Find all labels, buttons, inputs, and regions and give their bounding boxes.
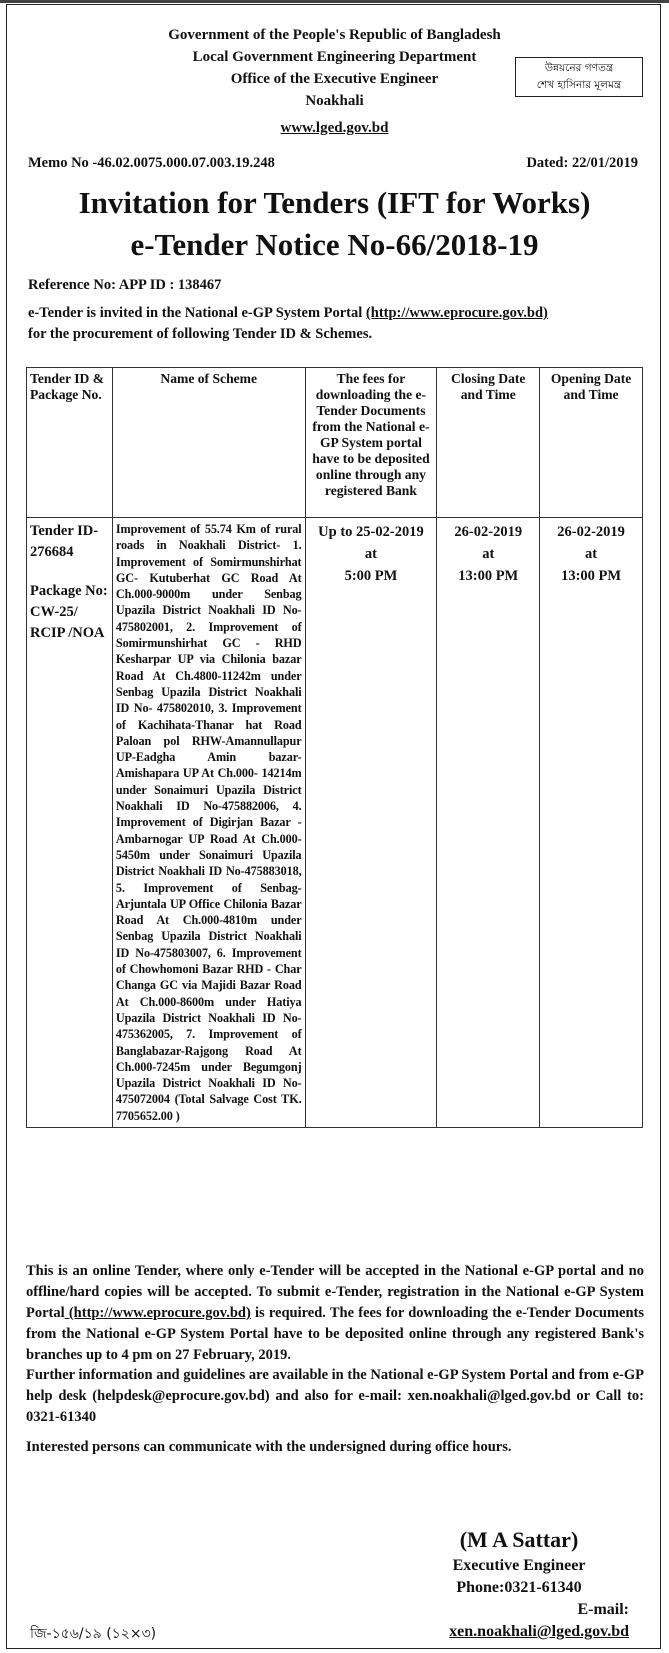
slogan-line-2: শেখ হাসিনার মূলমন্ত্র [536,79,622,91]
fee-deadline-cell [305,518,437,1128]
opening-cell [540,518,643,1128]
header-fees: The fees for downloading the e-Tender Documents from the National e-GP System portal have to be deposited online through any registered Bank [305,368,437,518]
scheme-cell: Improvement of 55.74 Km of rural roads in Noakhali District- 1. Improvement of Somirmunshirhat GC- Kutuberhat GC Road At Ch.000-9000m under Senbag Upazila District Noakhali ID No-475802001, 2. Improvement of Somirmunshirhat GC - RHD Kesharpar UP via Chilonia bazar Road At Ch.4800-11242m under Senbag Upazila District Noakhali ID No- 475802010, 3. Improvement of Kachihata-Thanar hat Road Paloan pol RHW-Amannullapur UP-Eadgha Amin bazar-Amishapara UP At Ch.000- 14214m under Sonaimuri Upazila District Noakhali ID No-475882006, 4. Improvement of Digirjan Bazar - Ambarnogar UP Road At Ch.000-5450m under Sonaimuri Upazila District Noakhali ID No-475883018, 5. Improvement of Senbag- Arjuntala UP Office Chilonia Bazar Road At Ch.000-4810m under Senbag Upazila District Noakhali ID No-475803007, 6. Improvement of Chowhomoni Bazar RHD - Char Changa GC via Majidi Bazar Road At Ch.000-8600m under Hatiya Upazila District Noakhali ID No- 475362005, 7. Improvement of Banglabazar-Rajgong Road At Ch.000-7245m under Begumgonj Upazila District Noakhali ID No-475072004 (Total Salvage Cost TK. 7705652.00 ) [112,518,305,1128]
signatory-phone: Phone:0321-61340 [456,1579,582,1596]
opening-time: 13:00 PM [561,568,622,584]
online-tender-paragraph [26,1261,644,1366]
header-opening: Opening Date and Time [540,368,643,518]
notice-subtitle: e-Tender Notice No-66/2018-19 [130,227,539,262]
top-border-line [0,0,669,3]
fee-date: Up to 25-02-2019 [318,524,424,540]
further-info-paragraph: Further information and guidelines are available in the National e-GP System Portal and from e-GP help desk (helpdesk@eprocure.gov.bd) and also for e-mail: xen.noakhali@lged.gov.bd or Call to: 0321-61340 [26,1367,644,1425]
eprocure-link-2[interactable]: (http://www.eprocure.gov.bd) [64,1305,251,1321]
header-closing: Closing Date and Time [437,368,540,518]
closing-time: 13:00 PM [458,568,519,584]
package-number: CW-25/ RCIP /NOA [30,604,105,641]
department-name: Local Government Engineering Department [192,49,477,65]
memo-date: Dated: 22/01/2019 [526,155,638,171]
tender-id-cell [27,518,113,1128]
paragraph1-text-1: This is an online Tender, where only e-Tender will be accepted in the National e-GP portal and no offline/hard copies will be accepted. To submit e-Tender, registration in the National e-GP System Portal [26,1263,644,1321]
office-name: Office of the Executive Engineer [230,71,439,87]
intro-text-2: for the procurement of following Tender ID & Schemes. [28,326,373,342]
closing-date: 26-02-2019 [454,524,523,540]
signatory-name: (M A Sattar) [459,1527,579,1552]
publication-code: জি-১৫৬/১৯ (১২×৩) [30,1626,157,1642]
memo-row [28,155,638,172]
opening-at: at [585,546,598,562]
fee-time: 5:00 PM [344,568,398,584]
email-link[interactable]: xen.noakhali@lged.gov.bd [449,1623,629,1640]
slogan-line-1: উন্নয়নের গণতন্ত্র [544,62,614,74]
signature-block [409,1525,629,1643]
paragraph1-text-2: is required. The fees for downloading the e-Tender Documents from the National e-GP System Portal have to be deposited online through any registered Bank's branches up to 4 pm on 27 February, 2019. [26,1305,645,1363]
closing-cell [437,518,540,1128]
reference-number: Reference No: APP ID : 138467 [28,277,222,293]
eprocure-link[interactable]: (http://www.eprocure.gov.bd) [365,305,548,321]
intro-text-1: e-Tender is invited in the National e-GP System Portal [28,305,363,321]
email-label: E-mail: [577,1601,629,1618]
tender-id: Tender ID-276684 [30,523,99,560]
header-tender-id: Tender ID & Package No. [27,368,113,518]
table-row [27,518,643,1128]
district-name: Noakhali [305,93,364,109]
signatory-email-row [409,1599,629,1643]
slogan-box [515,57,643,97]
website-link[interactable]: www.lged.gov.bd [280,120,389,136]
table-header-row [27,368,643,518]
notice-title: Invitation for Tenders (IFT for Works) [78,185,591,220]
tender-table [26,367,643,1128]
fee-at: at [364,546,377,562]
government-name: Government of the People's Republic of Bangladesh [168,27,501,43]
signatory-designation: Executive Engineer [452,1557,586,1574]
intro-text [28,303,648,345]
package-label: Package No: [30,583,108,599]
header-scheme: Name of Scheme [112,368,305,518]
opening-date: 26-02-2019 [557,524,625,540]
closing-at: at [482,546,495,562]
memo-number: Memo No -46.02.0075.000.07.003.19.248 [28,155,275,171]
contact-paragraph: Interested persons can communicate with the undersigned during office hours. [26,1439,512,1455]
